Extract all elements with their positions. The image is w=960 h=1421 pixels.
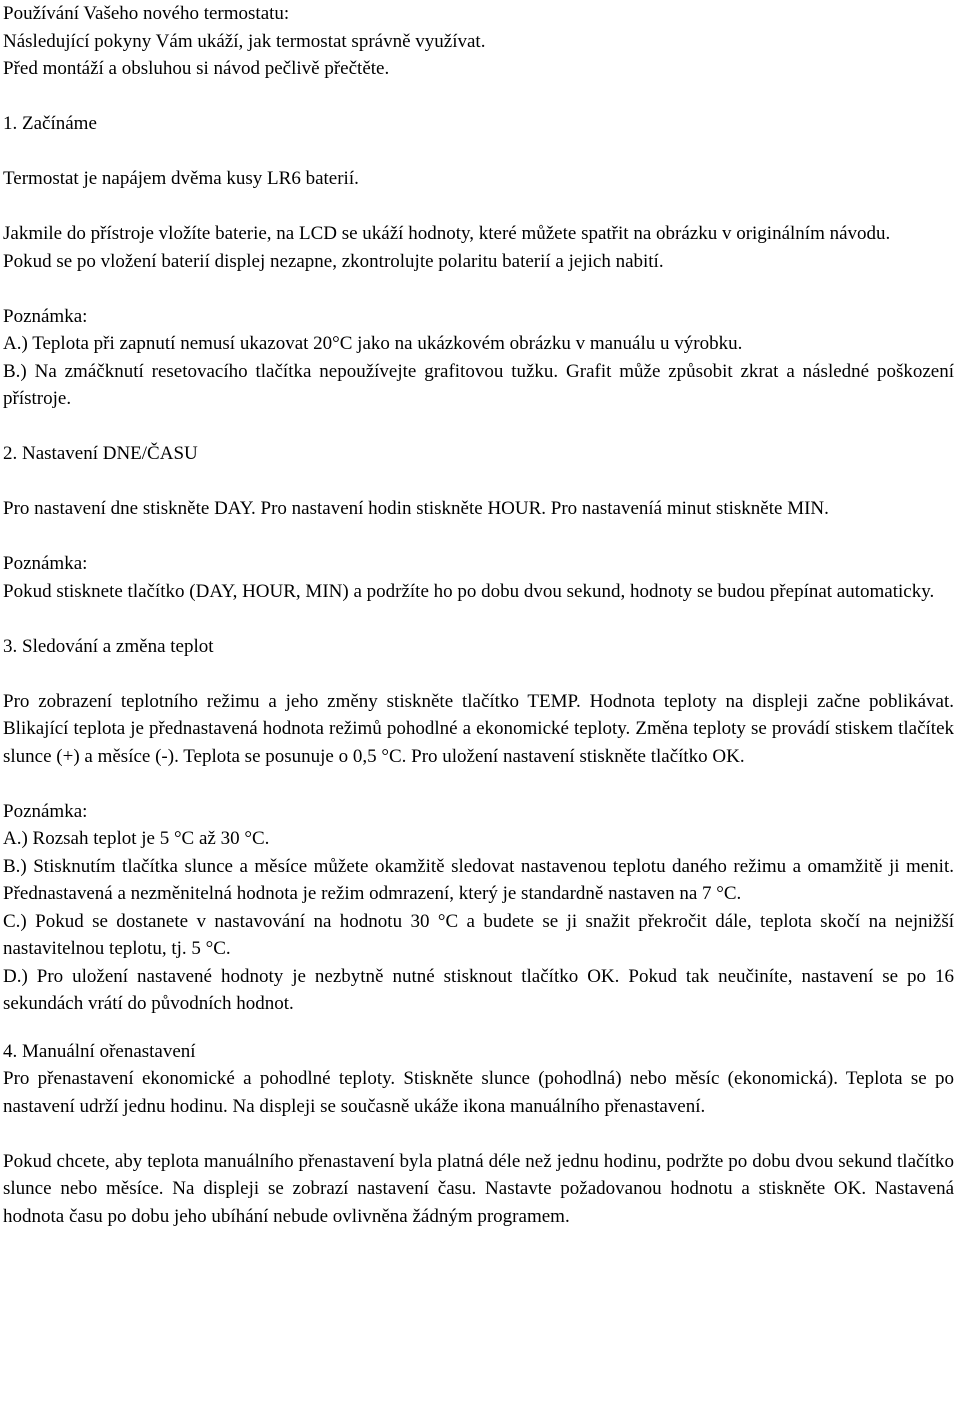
intro-line: Před montáží a obsluhou si návod pečlivě přečtěte. <box>3 58 390 79</box>
note-label: Poznámka: <box>3 305 88 327</box>
section-manual-override <box>3 1038 954 1231</box>
note-item: A.) Rozsah teplot je 5 °C až 30 °C. <box>3 828 270 849</box>
note-item: D.) Pro uložení nastavené hodnoty je nezbytně nutné stisknout tlačítko OK. Pokud tak neučiníte, nastavení se po 16 sekundách vrátí do původních hodnot. <box>3 965 954 1014</box>
paragraph: Pro nastavení dne stiskněte DAY. Pro nastavení hodin stiskněte HOUR. Pro nastaveníá minut stiskněte MIN. <box>3 498 829 519</box>
intro-line: Následující pokyny Vám ukáží, jak termostat správně využívat. <box>3 30 486 52</box>
section-day-time <box>3 440 954 605</box>
paragraph: Jakmile do přístroje vložíte baterie, na LCD se ukáží hodnoty, které můžete spatřit na obrázku v originálním návodu. <box>3 223 891 244</box>
paragraph: Pokud se po vložení baterií displej nezapne, zkontrolujte polaritu baterií a jejich nabití. <box>3 250 664 272</box>
section-heading: 1. Začínáme <box>3 113 97 134</box>
section-heading: 3. Sledování a změna teplot <box>3 635 214 657</box>
document-title: Používání Vašeho nového termostatu: <box>3 3 290 24</box>
section-getting-started <box>3 110 954 413</box>
paragraph: Pro přenastavení ekonomické a pohodlné teploty. Stiskněte slunce (pohodlná) nebo měsíc (ekonomická). Teplota se po nastavení udrží jednu hodinu. Na displeji se současně ukáže ikona manuálního přenastavení. <box>3 1068 954 1117</box>
note-item: Pokud stisknete tlačítko (DAY, HOUR, MIN) a podržíte ho po dobu dvou sekund, hodnoty se budou přepínat automaticky. <box>3 580 935 602</box>
note-item: C.) Pokud se dostanete v nastavování na hodnotu 30 °C a budete se ji snažit překročit dále, teplota skočí na nejnižší nastavitelnou teplotu, tj. 5 °C. <box>3 910 954 959</box>
paragraph: Pokud chcete, aby teplota manuálního přenastavení byla platná déle než jednu hodinu, podržte po dobu dvou sekund tlačítko slunce nebo měsíce. Na displeji se zobrazí nastavení času. Nastavte požadovanou hodnotu a stiskněte OK. Nastavená hodnota času po dobu jeho ubíhání nebude ovlivněna žádným programem. <box>3 1150 954 1227</box>
section-heading: 2. Nastavení DNE/ČASU <box>3 443 198 464</box>
section-temperatures <box>3 633 954 1018</box>
note-item: A.) Teplota při zapnutí nemusí ukazovat 20°C jako na ukázkovém obrázku v manuálu u výrobku. <box>3 333 743 354</box>
note-item: B.) Stisknutím tlačítka slunce a měsíce můžete okamžitě sledovat nastavenou teplotu daného režimu a omamžitě ji menit. Přednastavená a nezměnitelná hodnota je režim odmrazení, který je standardně nastaven na 7 °C. <box>3 855 954 904</box>
note-item: B.) Na zmáčknutí resetovacího tlačítka nepoužívejte grafitovou tužku. Grafit může způsobit zkrat a následné poškození přístroje. <box>3 360 954 409</box>
section-heading: 4. Manuální ořenastavení <box>3 1040 196 1062</box>
paragraph: Termostat je napájem dvěma kusy LR6 baterií. <box>3 168 359 189</box>
intro-block <box>3 0 954 83</box>
note-label: Poznámka: <box>3 800 88 822</box>
note-label: Poznámka: <box>3 553 88 574</box>
paragraph: Pro zobrazení teplotního režimu a jeho změny stiskněte tlačítko TEMP. Hodnota teploty na displeji začne poblikávat. Blikající teplota je přednastavená hodnota režimů pohodlné a ekonomické teploty. Změna teploty se provádí stiskem tlačítek slunce (+) a měsíce (-). Teplota se posunuje o 0,5 °C. Pro uložení nastavení stiskněte tlačítko OK. <box>3 690 954 767</box>
